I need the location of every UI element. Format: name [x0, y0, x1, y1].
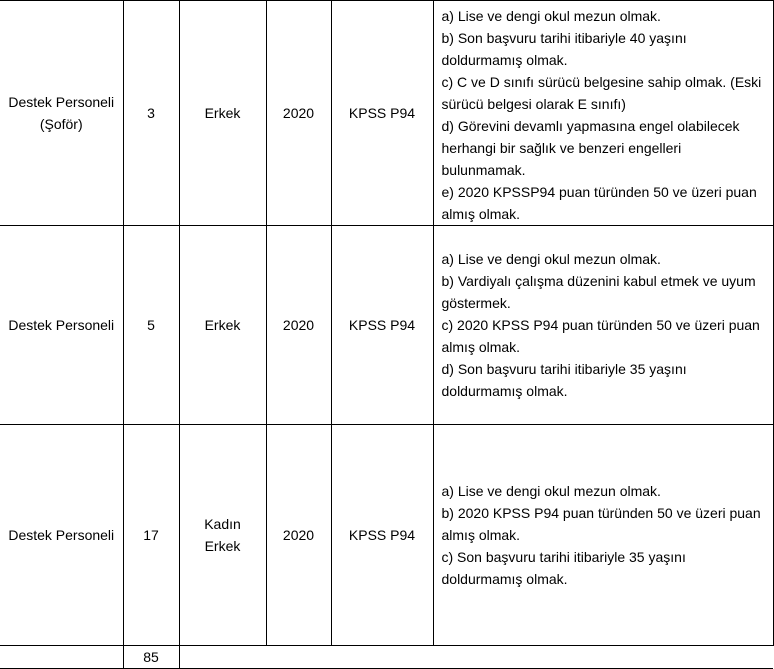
position-name: Destek Personeli [8, 94, 115, 110]
table-row [0, 226, 773, 425]
gender-cell [179, 226, 266, 425]
position-cell [0, 425, 123, 646]
gender-value: Erkek [204, 105, 241, 121]
year-cell: 2020 [266, 1, 331, 226]
position-name: Destek Personeli [8, 527, 115, 543]
count-cell: 17 [123, 425, 179, 646]
year-cell: 2020 [266, 425, 331, 646]
gender-value: Kadın [204, 516, 241, 532]
requirement-item: b) Vardiyalı çalışma düzenini kabul etmek ve uyum göstermek. [441, 273, 756, 311]
requirement-item: b) 2020 KPSS P94 puan türünden 50 ve üzeri puan almış olmak. [441, 505, 761, 543]
total-label-cell [0, 646, 123, 669]
year-cell: 2020 [266, 226, 331, 425]
requirement-item: a) Lise ve dengi okul mezun olmak. [441, 251, 661, 267]
count-cell: 5 [123, 226, 179, 425]
total-remainder-cell [179, 646, 773, 669]
gender-cell [179, 425, 266, 646]
requirement-item: c) Son başvuru tarihi itibariyle 35 yaşını doldurmamış olmak. [441, 549, 686, 587]
requirement-item: c) 2020 KPSS P94 puan türünden 50 ve üzeri puan almış olmak. [441, 317, 760, 355]
total-count: 85 [123, 646, 179, 669]
requirement-item: d) Görevini devamlı yapmasına engel olabilecek herhangi bir sağlık ve benzeri engelleri bulunmamak. [441, 118, 740, 178]
requirement-item: a) Lise ve dengi okul mezun olmak. [441, 8, 661, 24]
score-type-cell: KPSS P94 [331, 226, 433, 425]
position-cell [0, 226, 123, 425]
requirement-item: e) 2020 KPSSP94 puan türünden 50 ve üzeri puan almış olmak. [441, 184, 757, 222]
table-row [0, 425, 773, 646]
requirements-cell [433, 226, 773, 425]
requirements-cell [433, 1, 773, 226]
requirements-cell [433, 425, 773, 646]
count-cell: 3 [123, 1, 179, 226]
gender-cell [179, 1, 266, 226]
requirement-item: d) Son başvuru tarihi itibariyle 35 yaşını doldurmamış olmak. [441, 361, 687, 399]
score-type-cell: KPSS P94 [331, 1, 433, 226]
gender-value: Erkek [204, 538, 241, 554]
position-subtitle: (Şoför) [39, 116, 83, 132]
requirement-item: c) C ve D sınıfı sürücü belgesine sahip olmak. (Eski sürücü belgesi olarak E sınıfı) [441, 74, 762, 112]
requirement-item: b) Son başvuru tarihi itibariyle 40 yaşını doldurmamış olmak. [441, 30, 687, 68]
position-name: Destek Personeli [8, 317, 115, 333]
gender-value: Erkek [204, 317, 241, 333]
position-cell [0, 1, 123, 226]
table-row [0, 1, 773, 226]
requirement-item: a) Lise ve dengi okul mezun olmak. [441, 483, 661, 499]
total-row [0, 646, 773, 669]
score-type-cell: KPSS P94 [331, 425, 433, 646]
